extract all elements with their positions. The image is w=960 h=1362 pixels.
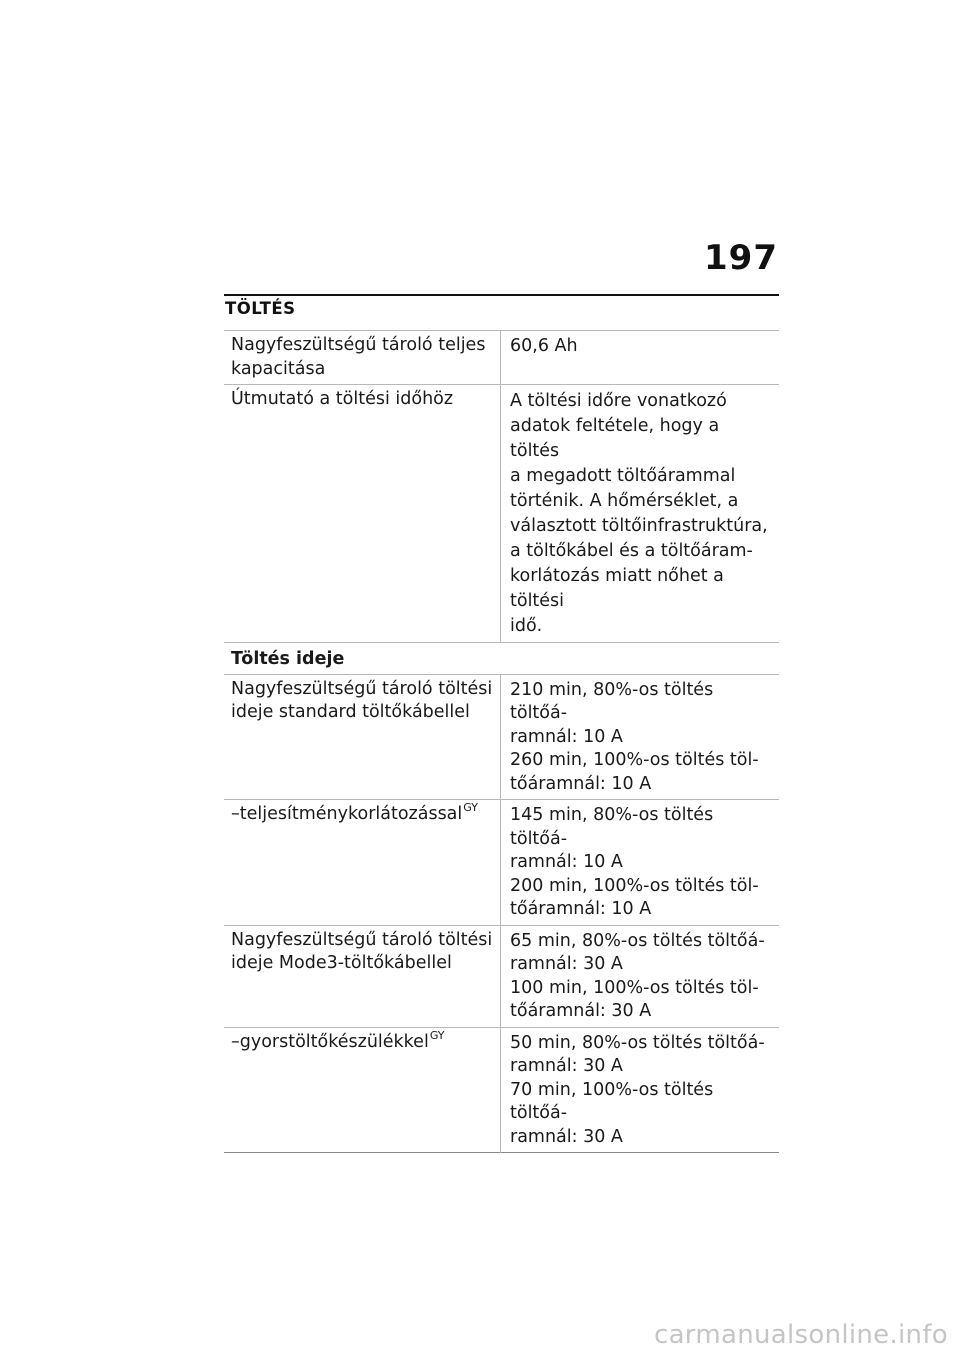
table-subheader-row: [224, 643, 779, 675]
section-divider: [224, 294, 779, 296]
value-line: tőáramnál: 30 A: [510, 1001, 652, 1021]
table-row: [224, 674, 779, 800]
section-title: TÖLTÉS: [225, 299, 296, 318]
value-line: 70 min, 100%-os töltés töltőá-: [510, 1079, 714, 1123]
charging-spec-table: [224, 330, 779, 1153]
value-line: tőáramnál: 10 A: [510, 899, 652, 919]
page-number: 197: [704, 238, 778, 278]
value-line: 60,6 Ah: [510, 336, 578, 356]
value-line: ramnál: 30 A: [510, 1056, 623, 1076]
value-line: a megadott töltőárammal: [510, 466, 736, 486]
row-value: [501, 385, 780, 643]
table-row: [224, 331, 779, 385]
value-line: ramnál: 30 A: [510, 1126, 623, 1147]
row-label: Útmutató a töltési időhöz: [224, 385, 501, 643]
footnote-marker: GY: [463, 801, 478, 814]
row-label-text: –gyorstöltőkészülékkel: [231, 1031, 429, 1052]
table-row: [224, 1027, 779, 1153]
value-line: ramnál: 10 A: [510, 726, 623, 747]
subheader-label: Töltés ideje: [224, 643, 779, 675]
row-value: [501, 331, 780, 385]
value-line: tőáramnál: 10 A: [510, 773, 652, 794]
row-label: [224, 1027, 501, 1153]
value-line: választott töltőinfrastruktúra,: [510, 516, 768, 536]
footnote-marker: GY: [429, 1028, 445, 1042]
value-line: 50 min, 80%-os töltés töltőá-: [510, 1032, 765, 1053]
row-label: Nagyfeszültségű tároló teljes kapacitása: [224, 331, 501, 385]
row-value: [501, 1027, 780, 1153]
row-label: [224, 800, 501, 926]
row-value: [501, 674, 780, 800]
row-value: [501, 800, 780, 926]
table-row: [224, 925, 779, 1027]
value-line: ramnál: 30 A: [510, 954, 623, 974]
value-line: a töltőkábel és a töltőáram-: [510, 541, 753, 561]
value-line: adatok feltétele, hogy a töltés: [510, 416, 720, 461]
value-line: 200 min, 100%-os töltés töl-: [510, 875, 759, 896]
row-label: Nagyfeszültségű tároló töltési ideje Mode3-töltőkábellel: [224, 925, 501, 1027]
row-label: Nagyfeszültségű tároló töltési ideje standard töltőkábellel: [224, 674, 501, 800]
value-line: A töltési időre vonatkozó: [510, 391, 727, 411]
value-line: 260 min, 100%-os töltés töl-: [510, 750, 759, 770]
value-line: 145 min, 80%-os töltés töltőá-: [510, 805, 714, 849]
value-line: idő.: [510, 616, 543, 636]
table-row: [224, 800, 779, 926]
value-line: 100 min, 100%-os töltés töl-: [510, 977, 759, 998]
value-line: 210 min, 80%-os töltés töltőá-: [510, 679, 714, 723]
row-value: [501, 925, 780, 1027]
watermark: carmanualsonline.info: [653, 1320, 948, 1350]
row-label-text: –teljesítménykorlátozással: [231, 804, 463, 824]
value-line: korlátozás miatt nőhet a töltési: [510, 566, 724, 611]
value-line: történik. A hőmérséklet, a: [510, 491, 739, 511]
value-line: 65 min, 80%-os töltés töltőá-: [510, 930, 765, 951]
value-line: ramnál: 10 A: [510, 852, 623, 872]
table-row: [224, 385, 779, 643]
